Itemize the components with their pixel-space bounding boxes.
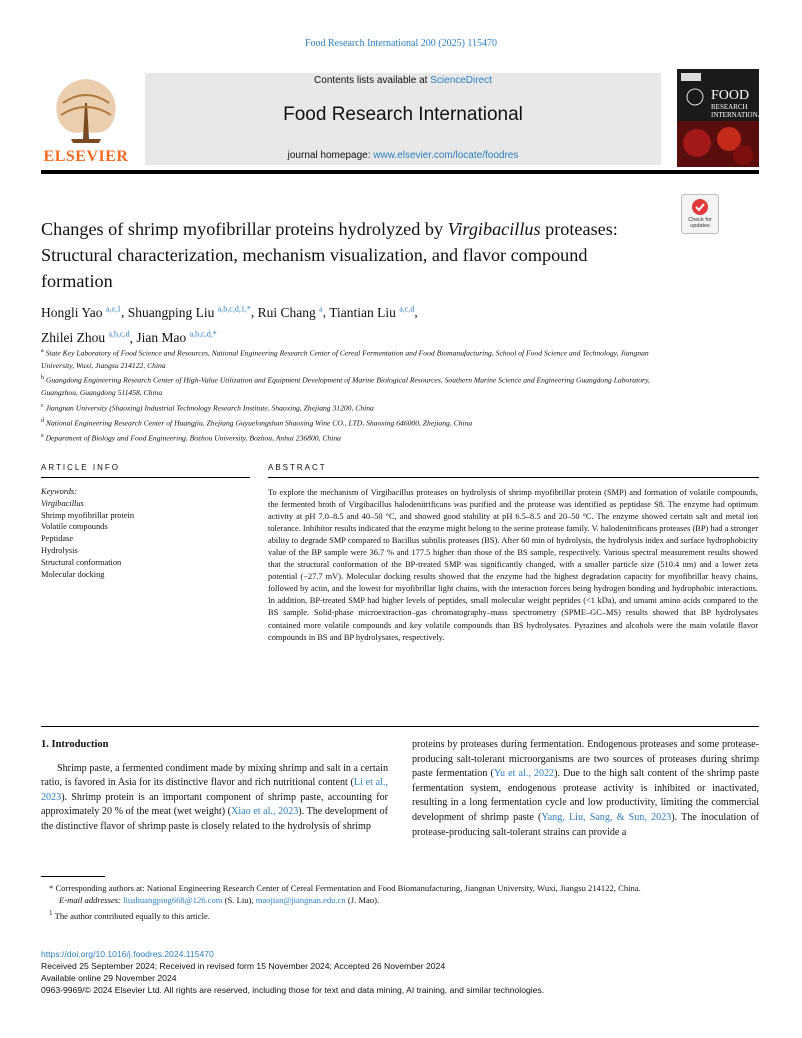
- citation-link[interactable]: Yu et al., 2022: [493, 768, 555, 780]
- email-link[interactable]: liushuangping668@126.com: [123, 895, 223, 906]
- keywords-label: Keywords:: [41, 487, 77, 496]
- publisher-wordmark: ELSEVIER: [43, 148, 129, 165]
- check-updates-line-1: Check for: [688, 217, 712, 223]
- email-link[interactable]: maojian@jiangnan.edu.cn: [255, 895, 346, 906]
- abstract-bottom-rule: [41, 726, 759, 727]
- keyword: Peptidase: [41, 534, 74, 544]
- article-info-heading: ARTICLE INFO: [41, 463, 120, 472]
- copyright: 0963-9969/© 2024 Elsevier Ltd. All rights are reserved, including those for text and data mining, AI training, and similar technologies.: [41, 985, 545, 995]
- author[interactable]: Jian Mao $^{a,b,c,d,*}$: [136, 329, 217, 345]
- author[interactable]: Rui Chang $^a$: [257, 304, 323, 320]
- affiliation: $^d$ National Engineering Research Center of Huangjiu, Zhejiang Guyuelongshan Shaoxing Wine CO., LTD, Shaoxing 646000, Zhejiang, China: [41, 417, 473, 428]
- intro-column-right: [412, 738, 759, 840]
- check-updates-icon: [682, 195, 718, 217]
- footnote-rule: [41, 876, 105, 877]
- check-updates-line-2: updates: [690, 223, 710, 229]
- citation-link[interactable]: Yang, Liu, Sang, & Sun, 2023: [541, 811, 672, 823]
- keyword: Virgibacillus: [41, 498, 84, 508]
- homepage-link[interactable]: www.elsevier.com/locate/foodres: [373, 150, 519, 161]
- article-title: [41, 216, 661, 294]
- homepage-prefix: journal homepage:: [287, 150, 371, 161]
- keyword: Molecular docking: [41, 569, 105, 579]
- title-part-2: proteases: Structural characterization, mechanism visualization, and flavor compound formation: [41, 219, 618, 291]
- section-heading: 1. Introduction: [41, 739, 109, 750]
- paragraph: Shrimp paste, a fermented condiment made by mixing shrimp and salt in a certain ratio, is favored in Asia for its distinctive flavor and rich nutritional content (Li et al., 2023). Shrimp protein is an important component of shrimp paste, accounting for approximately 20 % of the meat (wet weight) (Xiao et al., 2023). The development of the distinctive flavor of shrimp paste is closely related to the hydrolysis of shrimp: [41, 762, 388, 832]
- cover-title: [711, 89, 749, 102]
- author[interactable]: Hongli Yao $^{a,e,1}$: [41, 304, 121, 320]
- title-part-1: Changes of shrimp myofibrillar proteins hydrolyzed by: [41, 219, 448, 239]
- journal-title: Food Research International: [283, 104, 523, 125]
- affiliation: $^c$ Jiangnan University (Shaoxing) Industrial Technology Research Institute, Shaoxing, Zhejiang 31200, China: [41, 402, 374, 413]
- keyword: Shrimp myofibrillar protein: [41, 510, 135, 520]
- available-online: Available online 29 November 2024: [41, 973, 177, 983]
- cover-line-1: FOOD: [711, 88, 750, 103]
- citation-link[interactable]: Xiao et al., 2023: [231, 806, 299, 818]
- intro-column-left: [41, 738, 388, 835]
- article-info-rule: [41, 477, 250, 478]
- homepage-line: [145, 150, 661, 161]
- affiliation: $^a$ State Key Laboratory of Food Science and Resources, National Engineering Research Center of Cereal Fermentation and Food Biomanufacturing, School of Food Science and Technology, Jiangnan University, Wuxi, Jiangsu 214122, China: [41, 348, 649, 370]
- affiliation: $^e$ Department of Biology and Food Engineering, Bozhou University, Bozhou, Anhui 236800, China: [41, 432, 341, 443]
- author-list: Hongli Yao $^{a,e,1}$, Shuangping Liu $^{a,b,c,d,1,*}$, Rui Chang $^a$, Tiantian Liu $^{a,c,d}$, Zhilei Zhou $^{a,b,c,d}$, Jian Mao $^{a,b,c,d,*}$: [41, 304, 418, 345]
- keywords: [41, 486, 241, 580]
- abstract-heading: ABSTRACT: [268, 463, 327, 472]
- email-note: E-mail addresses: liushuangping668@126.com (S. Liu), maojian@jiangnan.edu.cn (J. Mao).: [59, 895, 380, 906]
- author[interactable]: Shuangping Liu $^{a,b,c,d,1,*}$: [127, 304, 251, 320]
- keyword: Hydrolysis: [41, 545, 78, 555]
- equal-contribution-note: $^1$ The author contributed equally to this article.: [49, 908, 210, 921]
- title-italic: Virgibacillus: [447, 219, 541, 239]
- footnotes: [41, 882, 759, 922]
- abstract-text: To explore the mechanism of Virgibacillus proteases on hydrolysis of shrimp myofibrillar protein (SMP) and formation of volatile compounds, the fermented broth of Virgibacillus halodenitrificans was purified and the protease was identified as peptidase S8. The enzyme had optimum activity at pH 7.0–8.5 and 40–50 °C, and showed good stability at pH 6.5–8.5 and 20–50 °C. The enzyme showed certain salt and metal ion tolerance. Inhibitor results indicated that the enzyme might belong to the serine protease family. V. halodenitrificans proteases (BP) had a stronger ability to degrade SMP compared to Bacillus subtilis proteases (BS). After 60 min of hydrolysis, the hydrolysis index and surface hydrophobicity value of the BP sample were 36.7 % and 177.5 higher than those of the BS sample, respectively. Various spectral measurement results showed that the structural conformation of the BP-treated SMP was significantly changed, with a smaller particle size (510.4 nm) and a lower zeta potential (−27.7 mV). Molecular docking results showed that the enzyme had the highest degradation capacity for myofibrillar heavy chains, followed by actin, and the lowest for myofibrillar light chains, with the interaction forces being hydrogen bonding and hydrophobic interactions. In addition, BP-treated SMP had higher levels of peptides, small molecular weight peptides (<1 kDa), and umami amino acids compared to the BS sample. Solid-phase microextraction–gas chromatography–mass spectrometry (SPME–GC–MS) results showed that BP hydrolysates contained more volatile compounds and key volatile compounds than BS hydrolysates. Pyrazines and alcohols were the main volatile flavor compounds in BS and BP hydrolysates, respectively.: [268, 488, 758, 642]
- affiliation: $^b$ Guangdong Engineering Research Center of High-Value Utilization and Equipment Development of Marine Biological Resources, Southern Marine Science and Engineering Guangdong Laboratory, Guangzhou, Guangdong 511458, China: [41, 375, 650, 398]
- publication-metadata: [41, 948, 759, 996]
- cover-line-2: RESEARCH: [711, 103, 748, 111]
- keyword: Volatile compounds: [41, 522, 108, 532]
- sciencedirect-link[interactable]: ScienceDirect: [430, 75, 492, 86]
- received-dates: Received 25 September 2024; Received in revised form 15 November 2024; Accepted 26 November 2024: [41, 961, 446, 971]
- journal-cover-image: [677, 69, 767, 167]
- paragraph: proteins by proteases during fermentation. Endogenous proteases and some protease-producing salt-tolerant microorganisms are two sources of proteases during shrimp paste fermentation (Yu et al., 2022). Due to the high salt content of the shrimp paste fermentation system, endogenous protease activity is inhibited or inactivated, resulting in a long fermentation cycle and low productivity, limiting the commercial development of shrimp paste (Yang, Liu, Sang, & Sun, 2023). The inoculation of protease-producing salt-tolerant strains can provide a: [412, 739, 759, 838]
- corresponding-note: * Corresponding authors at: National Engineering Research Center of Cereal Fermentation and Food Biomanufacturing, Jiangnan University, Wuxi, Jiangsu 214122, China.: [49, 883, 641, 893]
- affiliations: [41, 345, 671, 445]
- keyword: Structural conformation: [41, 557, 122, 567]
- author[interactable]: Tiantian Liu $^{a,c,d}$: [329, 304, 415, 320]
- contents-prefix: Contents lists available at: [314, 75, 428, 86]
- cover-line-3: INTERNATIONAL: [711, 111, 767, 119]
- header-rule: [41, 170, 759, 174]
- abstract-rule: [268, 477, 759, 478]
- doi-link[interactable]: https://doi.org/10.1016/j.foodres.2024.115470: [41, 949, 214, 959]
- journal-citation[interactable]: Food Research International 200 (2025) 115470: [304, 38, 498, 49]
- contents-line: [145, 75, 661, 86]
- citation-link[interactable]: Li et al., 2023: [41, 777, 388, 803]
- author[interactable]: Zhilei Zhou $^{a,b,c,d}$: [41, 329, 130, 345]
- check-for-updates-button[interactable]: [681, 194, 719, 234]
- cover-subtitle: [711, 103, 767, 119]
